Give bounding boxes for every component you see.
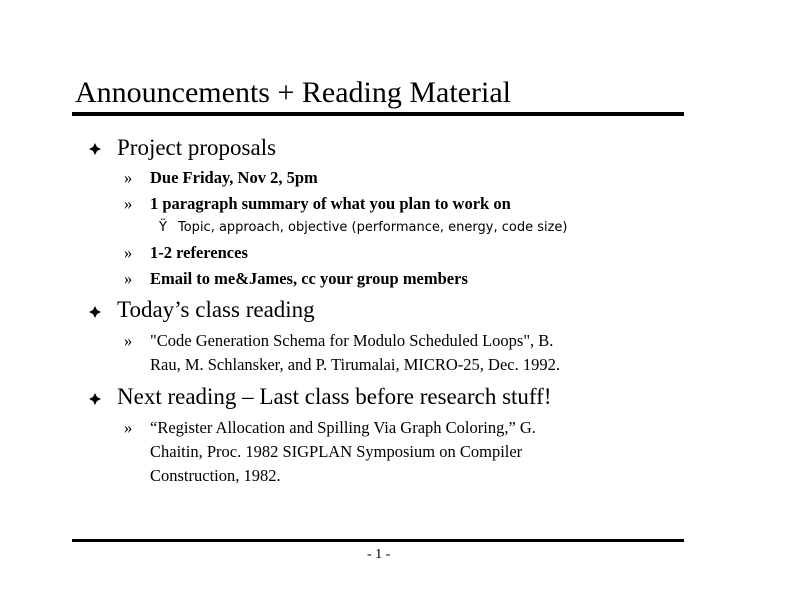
title-rule — [72, 112, 684, 116]
list-item: “Register Allocation and Spilling Via Graph Coloring,” G. — [150, 418, 536, 437]
sub-list-item: Topic, approach, objective (performance, energy, code size) — [178, 220, 568, 235]
list-item-continuation: Rau, M. Schlansker, and P. Tirumalai, MICRO-25, Dec. 1992. — [150, 355, 560, 374]
chevron-bullet-icon: » — [124, 331, 133, 350]
chevron-bullet-icon: » — [124, 194, 133, 213]
chevron-bullet-icon: » — [124, 243, 133, 262]
list-item-continuation: Chaitin, Proc. 1982 SIGPLAN Symposium on Compiler — [150, 442, 523, 461]
list-item: Email to me&James, cc your group members — [150, 269, 468, 288]
chevron-bullet-icon: » — [124, 418, 133, 437]
diamond-bullet-icon — [88, 305, 102, 319]
chevron-bullet-icon: » — [124, 269, 133, 288]
list-item: 1 paragraph summary of what you plan to work on — [150, 194, 511, 213]
section-heading-todays-reading: Today’s class reading — [117, 297, 315, 322]
list-item-continuation: Construction, 1982. — [150, 466, 281, 485]
diamond-bullet-icon — [88, 142, 102, 156]
diamond-bullet-icon — [88, 392, 102, 406]
section-heading-next-reading: Next reading – Last class before research stuff! — [117, 384, 552, 409]
chevron-bullet-icon: » — [124, 168, 133, 187]
list-item: "Code Generation Schema for Modulo Scheduled Loops", B. — [150, 331, 554, 350]
sub-bullet-icon: Ÿ — [159, 220, 167, 235]
page-number: - 1 - — [367, 547, 391, 562]
footer-rule — [72, 539, 684, 542]
list-item: Due Friday, Nov 2, 5pm — [150, 168, 318, 187]
list-item: 1-2 references — [150, 243, 248, 262]
section-heading-project-proposals: Project proposals — [117, 135, 277, 160]
slide-title: Announcements + Reading Material — [75, 76, 511, 109]
